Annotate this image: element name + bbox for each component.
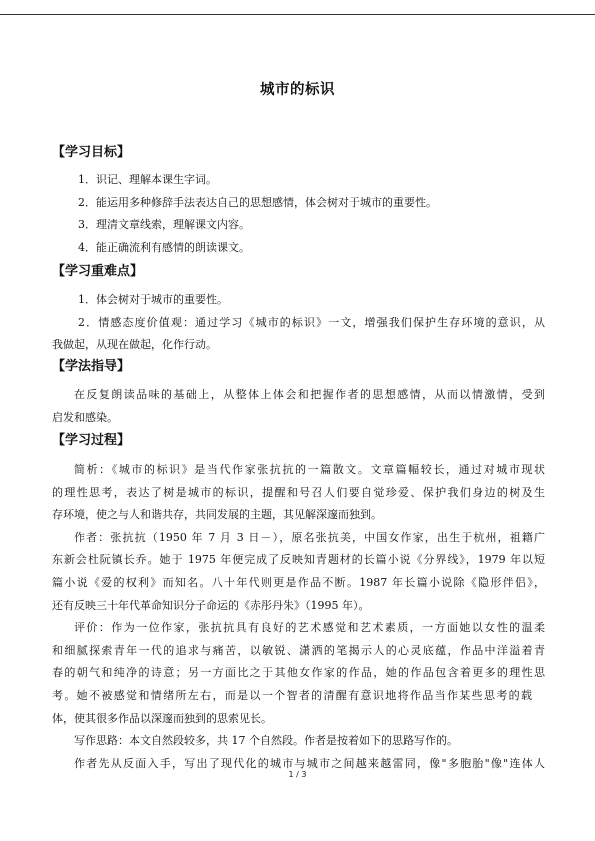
process-line: 体，使其很多作品以深邃而独到的思索见长。 <box>52 711 272 725</box>
process-line: 作者：张抗抗（1950 年 7 月 3 日－），原名张抗美，中国女作家，出生于杭州，祖籍广 <box>74 530 545 544</box>
process-line: 和细腻探索青年一代的追求与痛苦，以敏锐、潇洒的笔揭示人的心灵底蕴，作品中洋溢着青 <box>52 643 545 657</box>
key-points-heading: 【学习重难点】 <box>52 264 144 279</box>
process-line: 存环境，使之与人和谐共存，共同发展的主题，其见解深邃而独到。 <box>52 508 382 522</box>
objective-item: 3．理清文章线索，理解课文内容。 <box>78 218 250 232</box>
method-line: 在反复朗读品味的基础上，从整体上体会和把握作者的思想感情，从而以情激情，受到 <box>74 388 545 401</box>
objectives-section <box>52 143 552 259</box>
process-line: 作者先从反面入手，写出了现代化的城市与城市之间越来越雷同，像"多胞胎"像"连体人 <box>74 756 545 770</box>
objective-item: 4．能正确流利有感情的朗读课文。 <box>78 240 250 254</box>
objective-item: 1．识记、理解本课生字词。 <box>78 173 217 186</box>
process-line: 东新会杜阮镇长乔。她于 1975 年便完成了反映知青题材的长篇小说《分界线》，1979 年以短 <box>52 553 545 567</box>
key-point-line: 2．情感态度价值观：通过学习《城市的标识》一文，增强我们保护生存环境的意识，从 <box>78 315 545 329</box>
objectives-heading: 【学习目标】 <box>52 145 131 160</box>
page-number: 1 / 3 <box>288 770 307 779</box>
method-heading: 【学法指导】 <box>52 359 131 374</box>
process-line: 简析：《城市的标识》是当代作家张抗抗的一篇散文。文章篇幅较长，通过对城市现状 <box>74 463 545 476</box>
process-line: 的理性思考，表达了树是城市的标识，提醒和号召人们要自觉珍爱、保护我们身边的树及生 <box>52 485 545 499</box>
process-line: 还有反映三十年代革命知识分子命运的《赤彤丹朱》（1995 年）。 <box>52 598 370 612</box>
document-title: 城市的标识 <box>260 81 335 98</box>
process-line: 考。她不被感觉和情绪所左右，而是以一个智者的清醒有意识地将作品当作某些思考的载 <box>52 688 532 702</box>
objective-item: 2．能运用多种修辞手法表达自己的思想感情，体会树对于城市的重要性。 <box>78 195 437 209</box>
process-heading: 【学习过程】 <box>52 433 131 448</box>
process-line: 篇小说《爱的权利》而知名。八十年代则更是作品不断。1987 年长篇小说除《隐形伴侣》， <box>52 575 545 589</box>
key-points-section <box>52 262 552 357</box>
key-point-line: 我做起，从现在做起，化作行动。 <box>52 338 217 352</box>
header-rule <box>0 14 595 15</box>
key-point-line: 1．体会树对于城市的重要性。 <box>78 293 228 306</box>
process-section <box>52 431 552 775</box>
method-line: 启发和感染。 <box>52 410 118 424</box>
method-section <box>52 357 552 429</box>
process-line: 春的朝气和纯净的诗意；另一方面比之于其他女作家的作品，她的作品包含着更多的理性思 <box>52 666 545 680</box>
process-line: 写作思路：本文自然段较多，共 17 个自然段。作者是按着如下的思路写作的。 <box>74 734 458 748</box>
process-line: 评价：作为一位作家，张抗抗具有良好的艺术感觉和艺术素质，一方面她以女性的温柔 <box>74 621 545 635</box>
